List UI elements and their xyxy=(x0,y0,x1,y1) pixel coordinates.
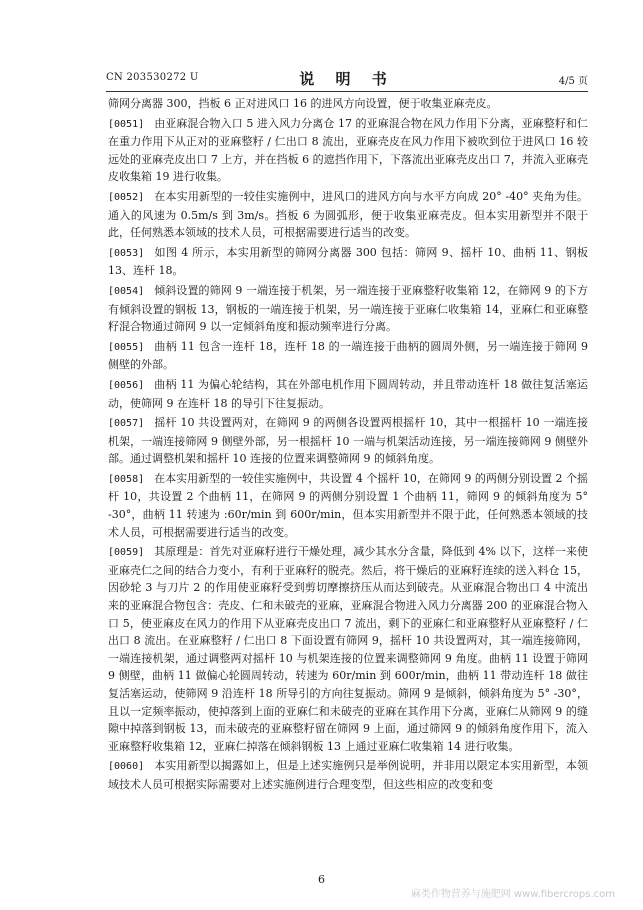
paragraph-number: [0060] xyxy=(108,761,145,773)
paragraph-text: 在本实用新型的一较佳实施例中，共设置 4 个摇杆 10，在筛网 9 的两侧分别设置 2 个摇杆 10，共设置 2 个曲柄 11，在筛网 9 的两侧分别设置 1 个曲柄 11，筛网 9 的倾斜角度为 5° -30°，曲柄 11 转速为 :60r/min 到 600r/min，但本实用新型并不限于此，任何熟悉本领域的技术人员，可根据需要进行适当的改变。 xyxy=(108,471,588,539)
paragraph xyxy=(108,95,588,113)
paragraph-number: [0059] xyxy=(108,547,145,559)
paragraph-text: 由亚麻混合物入口 5 进入风力分离仓 17 的亚麻混合物在风力作用下分离，亚麻整籽和仁在重力作用下从正对的亚麻整籽 / 仁出口 8 流出，亚麻壳皮在风力作用下被吹到位于进风口 16 较远处的亚麻壳皮出口 7 上方，并在挡板 6 的遮挡作用下，下落流出亚麻壳皮出口 7，并流入亚麻壳皮收集箱 19 进行收集。 xyxy=(108,116,588,184)
header-rule xyxy=(106,91,588,92)
paragraph xyxy=(108,115,588,186)
paragraph-number: [0052] xyxy=(108,191,145,203)
paragraph-text: 曲柄 11 为偏心轮结构，其在外部电机作用下圆周转动，并且带动连杆 18 做往复活塞运动，使筛网 9 在连杆 18 的导引下往复振动。 xyxy=(108,377,588,410)
paragraph-text: 摇杆 10 共设置两对，在筛网 9 的两侧各设置两根摇杆 10，其中一根摇杆 10 一端连接机架，一端连接筛网 9 侧壁外部，另一根摇杆 10 一端与机架活动连接，另一端连接筛网 9 侧壁外部。通过调整机架和摇杆 10 连接的位置来调整筛网 9 的倾斜角度。 xyxy=(108,416,588,466)
paragraph xyxy=(108,338,588,374)
paragraph-number: [0058] xyxy=(108,473,145,485)
paragraph-text: 倾斜设置的筛网 9 一端连接于机架，另一端连接于亚麻整籽收集箱 12，在筛网 9 的下方有倾斜设置的钢板 13，钢板的一端连接于机架，另一端连接于亚麻仁收集箱 14，亚麻仁和亚麻整籽混合物通过筛网 9 以一定倾斜角度和振动频率进行分离。 xyxy=(108,283,588,334)
paragraph xyxy=(108,470,588,541)
paragraph-text: 本实用新型以揭露如上，但是上述实施例只是举例说明，并非用以限定本实用新型，本领域技术人员可根据实际需要对上述实施例进行合理变型，但这些相应的改变和变 xyxy=(108,759,588,791)
page-header xyxy=(106,68,588,88)
paragraph-text: 如图 4 所示，本实用新型的筛网分离器 300 包括：筛网 9、摇杆 10、曲柄 11、钢板 13、连杆 18。 xyxy=(108,245,588,278)
paragraph xyxy=(108,757,588,793)
paragraph-number: [0054] xyxy=(108,285,145,297)
document-body xyxy=(108,95,588,796)
paragraph xyxy=(108,244,588,280)
paragraph-number: [0051] xyxy=(108,118,145,130)
paragraph xyxy=(108,282,588,336)
paragraph-number: [0055] xyxy=(108,341,145,353)
paragraph xyxy=(108,376,588,412)
paragraph-text: 在本实用新型的一较佳实施例中，进风口的进风方向与水平方向成 20° -40° 夹角为佳。通入的风速为 0.5m/s 到 3m/s。挡板 6 为圆弧形，便于收集亚麻壳皮。但本实用新型并不限于此，任何熟悉本领域的技术人员，可根据需要进行适当的改变。 xyxy=(108,189,588,240)
paragraph-text: 曲柄 11 包含一连杆 18，连杆 18 的一端连接于曲柄的圆周外侧，另一端连接于筛网 9 侧壁的外部。 xyxy=(108,339,588,372)
page-number: 6 xyxy=(318,873,325,886)
paragraph xyxy=(108,188,588,242)
watermark: 麻类作物营养与施肥网 www.fibercrops.com xyxy=(410,889,615,900)
paragraph-number: [0057] xyxy=(108,418,145,430)
paragraph-text: 筛网分离器 300，挡板 6 正对进风口 16 的进风方向设置，便于收集亚麻壳皮。 xyxy=(108,97,498,110)
paragraph-number: [0056] xyxy=(108,379,145,391)
paragraph-number: [0053] xyxy=(108,247,145,259)
paragraph xyxy=(108,543,588,755)
paragraph xyxy=(108,414,588,468)
paragraph-text: 其原理是：首先对亚麻籽进行干燥处理，减少其水分含量，降低到 4% 以下，这样一来使亚麻壳仁之间的结合力变小，有利于亚麻籽的脱壳。然后，将干燥后的亚麻籽连续的送入料仓 15，因砂轮 3 与刀片 2 的作用使亚麻籽受到剪切摩擦挤压从而达到破壳。从亚麻混合物出口 4 中流出来的亚麻混合物包含：壳皮、仁和未破壳的亚麻，亚麻混合物进入风力分离器 200 的亚麻混合物入口 5，使亚麻皮在风力的作用下从亚麻壳皮出口 7 流出，剩下的亚麻仁和亚麻整籽从亚麻整籽 / 仁出口 8 流出。在亚麻整籽 / 仁出口 8 下面设置有筛网 9，摇杆 10 共设置两对，其一端连接筛网，一端连接机架，通过调整两对摇杆 10 与机架连接的位置来调整筛网 9 角度。曲柄 11 设置于筛网 9 侧壁，曲柄 11 做偏心轮圆周转动，转速为 60r/min 到 600r/min，曲柄 11 带动连杆 18 做往复活塞运动，使筛网 9 沿连杆 18 所导引的方向往复振动。筛网 9 是倾斜，倾斜角度为 5° -30°，且以一定频率振动，使掉落到上面的亚麻仁和未破壳的亚麻在其作用下分离，亚麻仁从筛网 9 的缝隙中掉落到钢板 13，而未破壳的亚麻整籽留在筛网 9 上面，通过筛网 9 的倾斜角度作用下，流入亚麻整籽收集箱 12，亚麻仁掉落在倾斜钢板 13 上通过亚麻仁收集箱 14 进行收集。 xyxy=(108,545,588,753)
page-indicator: 4/5 页 xyxy=(558,76,588,87)
publication-number: CN 203530272 U xyxy=(106,72,199,83)
document-title: 说 明 书 xyxy=(299,70,395,88)
